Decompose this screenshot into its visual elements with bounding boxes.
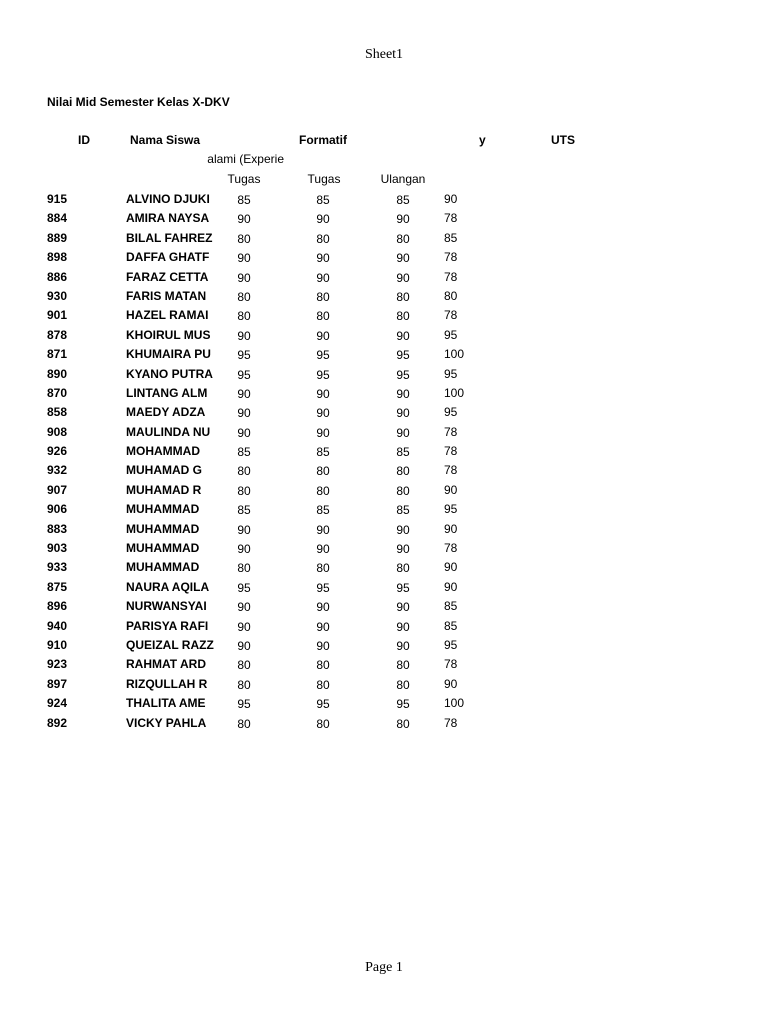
cell-id: 903: [47, 541, 68, 556]
cell-tugas-1: 90: [237, 406, 251, 421]
cell-id: 892: [47, 715, 68, 730]
subheader-tugas-2: Tugas: [307, 172, 341, 186]
cell-uts: 95: [444, 405, 458, 420]
cell-tugas-1: 95: [237, 367, 251, 382]
cell-tugas-1: 80: [237, 309, 251, 324]
cell-nama-siswa: MAEDY ADZA: [126, 405, 206, 420]
column-header-y: y: [479, 133, 486, 147]
cell-uts: 78: [444, 424, 458, 439]
cell-tugas-1: 85: [237, 193, 251, 207]
cell-tugas-1: 95: [237, 697, 251, 712]
cell-id: 886: [47, 269, 68, 284]
cell-id: 923: [47, 657, 68, 672]
table-row: [0, 423, 768, 442]
subheader-group-clip: [204, 152, 284, 168]
cell-ulangan: 90: [396, 386, 410, 401]
cell-ulangan: 90: [396, 600, 410, 615]
table-row: [0, 558, 768, 577]
cell-nama-siswa: KYANO PUTRA: [126, 366, 213, 381]
cell-id: 871: [47, 347, 68, 362]
cell-uts: 90: [444, 676, 458, 691]
cell-ulangan: 90: [396, 522, 410, 537]
cell-ulangan: 80: [396, 464, 410, 479]
column-header-uts: UTS: [551, 133, 575, 147]
cell-tugas-1: 90: [237, 270, 251, 285]
cell-tugas-2: 80: [316, 464, 330, 479]
cell-uts: 90: [444, 579, 458, 594]
cell-tugas-1: 95: [237, 580, 251, 595]
cell-id: 940: [47, 618, 68, 633]
cell-nama-siswa: MUHAMMAD: [126, 560, 200, 575]
table-row: [0, 442, 768, 461]
cell-tugas-2: 95: [316, 580, 330, 595]
cell-uts: 78: [444, 715, 458, 730]
cell-id: 875: [47, 579, 68, 594]
cell-id: 896: [47, 599, 68, 614]
cell-uts: 85: [444, 599, 458, 614]
cell-tugas-2: 80: [316, 658, 330, 673]
cell-uts: 90: [444, 521, 458, 536]
cell-tugas-2: 85: [316, 445, 330, 460]
table-row: [0, 209, 768, 228]
cell-tugas-1: 90: [237, 600, 251, 615]
cell-tugas-2: 90: [316, 270, 330, 285]
cell-uts: 90: [444, 482, 458, 497]
cell-tugas-1: 90: [237, 386, 251, 401]
cell-uts: 95: [444, 366, 458, 381]
cell-tugas-1: 85: [237, 445, 251, 460]
cell-nama-siswa: MUHAMMAD: [126, 521, 200, 536]
cell-nama-siswa: RIZQULLAH R: [126, 676, 208, 691]
cell-nama-siswa: MUHAMAD R: [126, 482, 202, 497]
table-row: [0, 248, 768, 267]
cell-ulangan: 85: [396, 193, 410, 207]
cell-tugas-1: 90: [237, 619, 251, 634]
cell-tugas-2: 80: [316, 677, 330, 692]
table-row: [0, 500, 768, 519]
page-footer: Page 1: [365, 960, 403, 975]
cell-uts: 95: [444, 637, 458, 652]
cell-ulangan: 80: [396, 658, 410, 673]
cell-tugas-2: 80: [316, 289, 330, 304]
table-row: [0, 617, 768, 636]
cell-tugas-2: 90: [316, 328, 330, 343]
cell-id: 910: [47, 637, 68, 652]
cell-tugas-1: 80: [237, 231, 251, 246]
cell-tugas-1: 80: [237, 464, 251, 479]
cell-uts: 100: [444, 385, 465, 400]
cell-uts: 100: [444, 347, 465, 362]
table-row: [0, 694, 768, 713]
cell-id: 906: [47, 502, 68, 517]
cell-uts: 78: [444, 444, 458, 459]
cell-ulangan: 80: [396, 231, 410, 246]
cell-tugas-1: 90: [237, 251, 251, 266]
cell-id: 890: [47, 366, 68, 381]
cell-tugas-1: 80: [237, 677, 251, 692]
cell-id: 930: [47, 288, 68, 303]
cell-nama-siswa: ALVINO DJUKI: [126, 192, 210, 206]
cell-tugas-1: 80: [237, 716, 251, 731]
table-row: [0, 229, 768, 248]
cell-tugas-1: 80: [237, 289, 251, 304]
cell-uts: 78: [444, 463, 458, 478]
cell-id: 870: [47, 385, 68, 400]
cell-uts: 90: [444, 192, 458, 206]
cell-id: 924: [47, 696, 68, 711]
cell-tugas-2: 85: [316, 193, 330, 207]
table-row: [0, 365, 768, 384]
cell-tugas-2: 80: [316, 483, 330, 498]
table-row: [0, 481, 768, 500]
cell-nama-siswa: FARIS MATAN: [126, 288, 207, 303]
cell-tugas-2: 80: [316, 716, 330, 731]
table-row: [0, 520, 768, 539]
cell-nama-siswa: MOHAMMAD: [126, 444, 200, 459]
cell-uts: 80: [444, 288, 458, 303]
cell-id: 898: [47, 250, 68, 265]
cell-ulangan: 80: [396, 483, 410, 498]
cell-tugas-2: 80: [316, 561, 330, 576]
cell-tugas-1: 90: [237, 328, 251, 343]
table-row: [0, 636, 768, 655]
table-row: [0, 384, 768, 403]
cell-tugas-1: 80: [237, 483, 251, 498]
cell-uts: 90: [444, 560, 458, 575]
cell-uts: 85: [444, 230, 458, 245]
cell-id: 933: [47, 560, 68, 575]
table-row: [0, 675, 768, 694]
cell-tugas-1: 80: [237, 658, 251, 673]
subheader-tugas-1: Tugas: [227, 172, 261, 186]
cell-uts: 95: [444, 327, 458, 342]
table-row: [0, 461, 768, 480]
cell-tugas-1: 90: [237, 522, 251, 537]
table-row: [0, 190, 768, 209]
cell-nama-siswa: RAHMAT ARD: [126, 657, 206, 672]
cell-id: 926: [47, 444, 68, 459]
table-row: [0, 326, 768, 345]
cell-id: 907: [47, 482, 68, 497]
grades-table-body: [0, 190, 768, 733]
cell-nama-siswa: HAZEL RAMAI: [126, 308, 209, 323]
cell-ulangan: 90: [396, 425, 410, 440]
cell-uts: 78: [444, 269, 458, 284]
cell-tugas-1: 85: [237, 503, 251, 518]
cell-nama-siswa: NAURA AQILA: [126, 579, 210, 594]
cell-nama-siswa: MAULINDA NU: [126, 424, 211, 439]
table-row: [0, 287, 768, 306]
subheader-group-label: alami (Experie: [207, 152, 284, 166]
table-row: [0, 578, 768, 597]
table-row: [0, 539, 768, 558]
cell-nama-siswa: NURWANSYAI: [126, 599, 207, 614]
cell-tugas-1: 90: [237, 425, 251, 440]
cell-tugas-2: 90: [316, 425, 330, 440]
cell-ulangan: 95: [396, 697, 410, 712]
cell-nama-siswa: THALITA AME: [126, 696, 206, 711]
cell-ulangan: 90: [396, 406, 410, 421]
cell-tugas-2: 95: [316, 367, 330, 382]
cell-ulangan: 80: [396, 309, 410, 324]
cell-nama-siswa: MUHAMMAD: [126, 541, 200, 556]
cell-nama-siswa: FARAZ CETTA: [126, 269, 209, 284]
cell-ulangan: 90: [396, 619, 410, 634]
cell-ulangan: 80: [396, 561, 410, 576]
cell-ulangan: 85: [396, 503, 410, 518]
cell-uts: 95: [444, 502, 458, 517]
cell-ulangan: 90: [396, 328, 410, 343]
page-header: Sheet1: [364, 47, 404, 62]
cell-nama-siswa: QUEIZAL RAZZ: [126, 637, 214, 652]
cell-uts: 78: [444, 657, 458, 672]
cell-ulangan: 95: [396, 580, 410, 595]
cell-nama-siswa: KHUMAIRA PU: [126, 347, 211, 362]
cell-id: 858: [47, 405, 68, 420]
cell-uts: 78: [444, 541, 458, 556]
sheet-title: Nilai Mid Semester Kelas X-DKV: [47, 95, 230, 109]
cell-ulangan: 95: [396, 348, 410, 363]
cell-tugas-2: 90: [316, 386, 330, 401]
cell-ulangan: 90: [396, 212, 410, 227]
cell-ulangan: 95: [396, 367, 410, 382]
cell-id: 889: [47, 230, 68, 245]
cell-tugas-2: 95: [316, 697, 330, 712]
cell-id: 878: [47, 327, 68, 342]
cell-nama-siswa: MUHAMAD G: [126, 463, 202, 478]
cell-uts: 78: [444, 250, 458, 265]
cell-id: 897: [47, 676, 68, 691]
table-row: [0, 597, 768, 616]
cell-ulangan: 90: [396, 270, 410, 285]
cell-ulangan: 90: [396, 542, 410, 557]
cell-id: 915: [47, 192, 68, 206]
cell-nama-siswa: KHOIRUL MUS: [126, 327, 211, 342]
cell-uts: 78: [444, 308, 458, 323]
cell-tugas-2: 90: [316, 251, 330, 266]
cell-tugas-1: 95: [237, 348, 251, 363]
cell-tugas-2: 90: [316, 619, 330, 634]
cell-tugas-2: 85: [316, 503, 330, 518]
cell-id: 908: [47, 424, 68, 439]
table-row: [0, 268, 768, 287]
cell-nama-siswa: PARISYA RAFI: [126, 618, 209, 633]
cell-tugas-2: 90: [316, 638, 330, 653]
cell-ulangan: 80: [396, 289, 410, 304]
cell-tugas-2: 90: [316, 522, 330, 537]
table-row: [0, 345, 768, 364]
cell-tugas-2: 90: [316, 406, 330, 421]
cell-tugas-2: 80: [316, 231, 330, 246]
column-header-nama-siswa: Nama Siswa: [130, 133, 201, 147]
cell-uts: 100: [444, 696, 465, 711]
cell-tugas-1: 90: [237, 638, 251, 653]
table-row: [0, 714, 768, 733]
cell-tugas-1: 90: [237, 542, 251, 557]
cell-ulangan: 90: [396, 638, 410, 653]
cell-nama-siswa: MUHAMMAD: [126, 502, 200, 517]
table-row: [0, 403, 768, 422]
cell-id: 932: [47, 463, 68, 478]
subheader-ulangan: Ulangan: [380, 172, 426, 186]
column-header-formatif: Formatif: [299, 133, 347, 147]
cell-ulangan: 85: [396, 445, 410, 460]
cell-id: 883: [47, 521, 68, 536]
cell-ulangan: 80: [396, 677, 410, 692]
cell-tugas-2: 80: [316, 309, 330, 324]
cell-id: 884: [47, 211, 68, 226]
cell-tugas-1: 80: [237, 561, 251, 576]
cell-nama-siswa: DAFFA GHATF: [126, 250, 210, 265]
cell-nama-siswa: AMIRA NAYSA: [126, 211, 210, 226]
cell-ulangan: 80: [396, 716, 410, 731]
table-row: [0, 306, 768, 325]
cell-tugas-1: 90: [237, 212, 251, 227]
cell-tugas-2: 90: [316, 212, 330, 227]
cell-nama-siswa: VICKY PAHLA: [126, 715, 207, 730]
cell-ulangan: 90: [396, 251, 410, 266]
cell-uts: 85: [444, 618, 458, 633]
cell-uts: 78: [444, 211, 458, 226]
cell-tugas-2: 90: [316, 542, 330, 557]
cell-tugas-2: 95: [316, 348, 330, 363]
column-header-id: ID: [78, 133, 90, 147]
cell-nama-siswa: LINTANG ALM: [126, 385, 208, 400]
cell-id: 901: [47, 308, 68, 323]
cell-tugas-2: 90: [316, 600, 330, 615]
cell-nama-siswa: BILAL FAHREZ: [126, 230, 213, 245]
table-row: [0, 655, 768, 674]
